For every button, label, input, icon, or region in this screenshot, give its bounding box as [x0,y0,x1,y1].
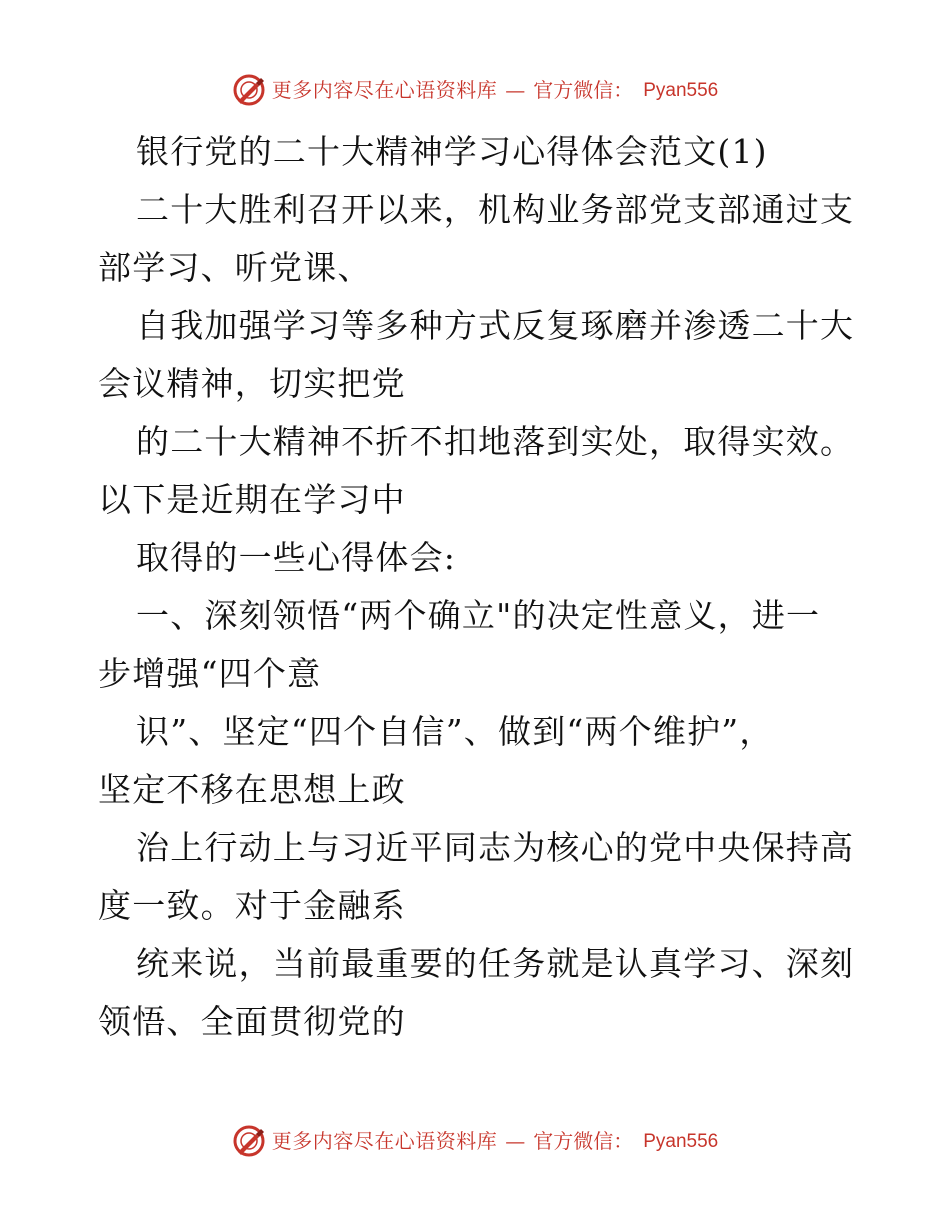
paragraph-line: 取得的一些心得体会: [136,538,457,577]
paragraph-line: 会议精神，切实把党 [98,364,406,403]
banner-contact-id: Pyan556 [643,79,719,101]
paragraph-line: 二十大胜利召开以来，机构业务部党支部通过支 [136,190,855,229]
paragraph-line: 一、深刻领悟“两个确立"的决定性意义，进一 [136,596,821,635]
paragraph-line: 自我加强学习等多种方式反复琢磨并渗透二十大 [136,306,855,345]
pen-seal-logo-icon [232,73,266,107]
paragraph-line: 的二十大精神不折不扣地落到实处，取得实效。 [136,422,855,461]
pen-seal-logo-icon [232,1124,266,1158]
paragraph-line: 领悟、全面贯彻党的 [98,1002,406,1041]
document-title: 银行党的二十大精神学习心得体会范文(1) [136,132,768,171]
banner-official-label: 官方微信： [533,78,634,102]
paragraph-line: 以下是近期在学习中 [98,480,406,519]
banner-official-label: 官方微信： [533,1129,634,1153]
banner-brand-text: 更多内容尽在心语资料库 [271,78,498,102]
paragraph-line: 部学习、听党课、 [98,248,372,287]
header-banner [0,70,950,110]
paragraph-line: 治上行动上与习近平同志为核心的党中央保持高 [136,828,855,867]
footer-banner [0,1121,950,1161]
paragraph-line: 步增强“四个意 [98,654,322,693]
paragraph-line: 识”、坚定“四个自信”、做到“两个维护”， [136,712,774,751]
banner-dash: — [505,1129,526,1153]
document-body [98,123,858,1051]
paragraph-line: 坚定不移在思想上政 [98,770,406,809]
banner-dash: — [505,78,526,102]
paragraph-line: 统来说，当前最重要的任务就是认真学习、深刻 [136,944,855,983]
banner-contact-id: Pyan556 [643,1130,719,1152]
banner-brand-text: 更多内容尽在心语资料库 [271,1129,498,1153]
paragraph-line: 度一致。对于金融系 [98,886,406,925]
